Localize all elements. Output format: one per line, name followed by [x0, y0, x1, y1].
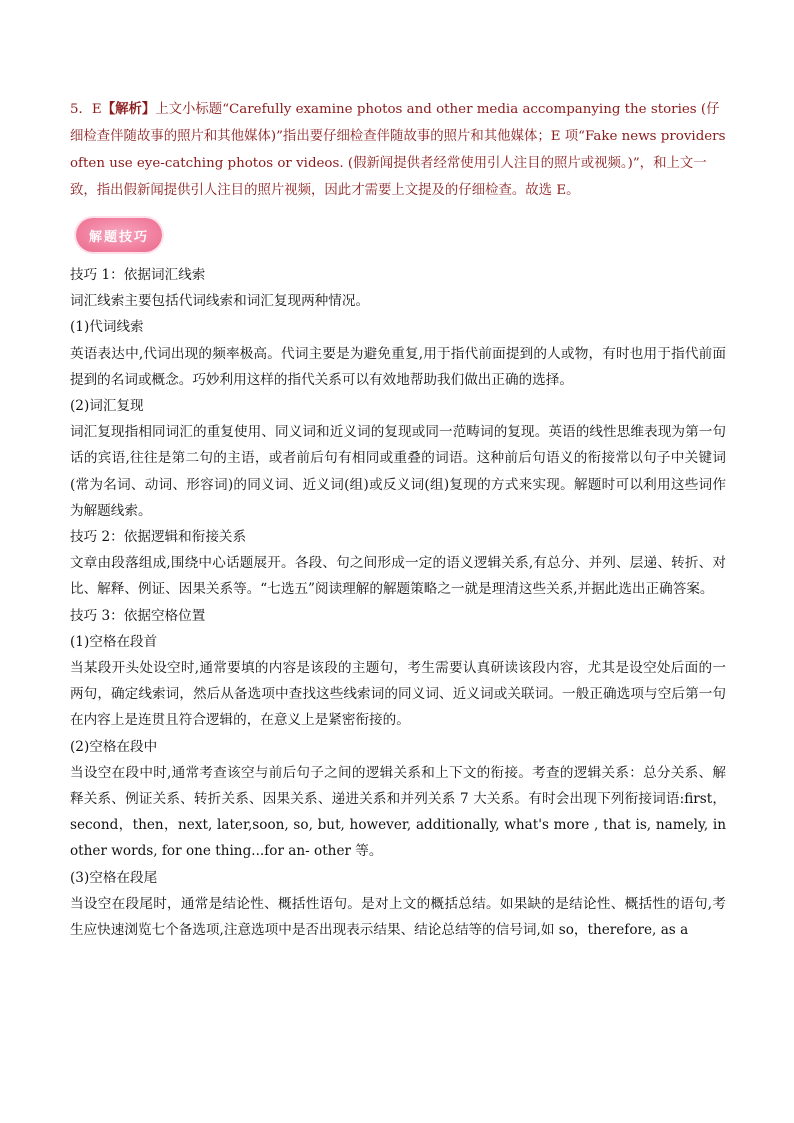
paragraph: 英语表达中,代词出现的频率极高。代词主要是为避免重复,用于指代前面提到的人或物，有时也用于指代前面提到的名词或概念。巧妙利用这样的指代关系可以有效地帮助我们做出正确的选择。 — [70, 345, 726, 388]
tip-1-heading: 技巧 1：依据词汇线索 — [70, 267, 206, 283]
answer-text: 上文小标题“Carefully examine photos and other media accompanying the stories (仔细检查伴随故事的照片和其他媒体)”指出要仔细检查伴随故事的照片和其他媒体；E 项“Fake news providers often use eye-catching photos or videos. (假新闻提供者经常使用引人注目的照片或视频。)”，和上文一致，指出假新闻提供引人注目的照片视频，因此才需要上文提及的仔细检查。故选 E。 — [70, 102, 726, 198]
answer-explanation — [70, 96, 726, 204]
subheading: (2)词汇复现 — [70, 398, 144, 415]
subheading: (1)代词线索 — [70, 319, 144, 336]
section-badge-wrap — [70, 218, 726, 256]
tips-badge — [76, 218, 162, 252]
paragraph: 当设空在段中时,通常考查该空与前后句子之间的逻辑关系和上下文的衔接。考查的逻辑关系：总分关系、解释关系、例证关系、转折关系、因果关系、递进关系和并列关系 7 大关系。有时会出现下列衔接词语:first，second，then，next, later,soon, so, but, however, additionally, what's more , that is, namely, in other words, for one thing...for an- other 等。 — [70, 764, 726, 860]
analysis-tag: 【解析】 — [101, 101, 156, 117]
tip-2-heading: 技巧 2：依据逻辑和衔接关系 — [70, 529, 247, 546]
paragraph: 词汇线索主要包括代词线索和词汇复现两种情况。 — [70, 293, 370, 310]
paragraph: 当某段开头处设空时,通常要填的内容是该段的主题句，考生需要认真研读该段内容，尤其是设空处后面的一两句，确定线索词，然后从备选项中查找这些线索词的同义词、近义词或关联词。一般正确选项与空后第一句在内容上是连贯且符合逻辑的，在意义上是紧密衔接的。 — [70, 660, 726, 729]
answer-number: 5．E — [70, 102, 102, 117]
tips-body — [70, 262, 726, 943]
subheading: (3)空格在段尾 — [70, 869, 158, 886]
tips-badge-label: 解题技巧 — [88, 229, 149, 245]
subheading: (2)空格在段中 — [70, 738, 158, 755]
paragraph: 当设空在段尾时，通常是结论性、概括性语句。是对上文的概括总结。如果缺的是结论性、概括性的语句,考生应快速浏览七个备选项,注意选项中是否出现表示结果、结论总结等的信号词,如 so，therefore, as a — [70, 895, 726, 939]
paragraph: 词汇复现指相同词汇的重复使用、同义词和近义词的复现或同一范畴词的复现。英语的线性思维表现为第一句话的宾语,往往是第二句的主语，或者前后句有相同或重叠的词语。这种前后句语义的衔接常以句子中关键词(常为名词、动词、形容词)的同义词、近义词(组)或反义词(组)复现的方式来实现。解题时可以利用这些词作为解题线索。 — [70, 424, 726, 519]
subheading: (1)空格在段首 — [70, 633, 158, 650]
tip-3-heading: 技巧 3：依据空格位置 — [70, 607, 206, 624]
page-content — [70, 96, 726, 943]
paragraph: 文章由段落组成,围绕中心话题展开。各段、句之间形成一定的语义逻辑关系,有总分、并列、层递、转折、对比、解释、例证、因果关系等。“七选五”阅读理解的解题策略之一就是理清这些关系,并据此选出正确答案。 — [70, 555, 726, 598]
